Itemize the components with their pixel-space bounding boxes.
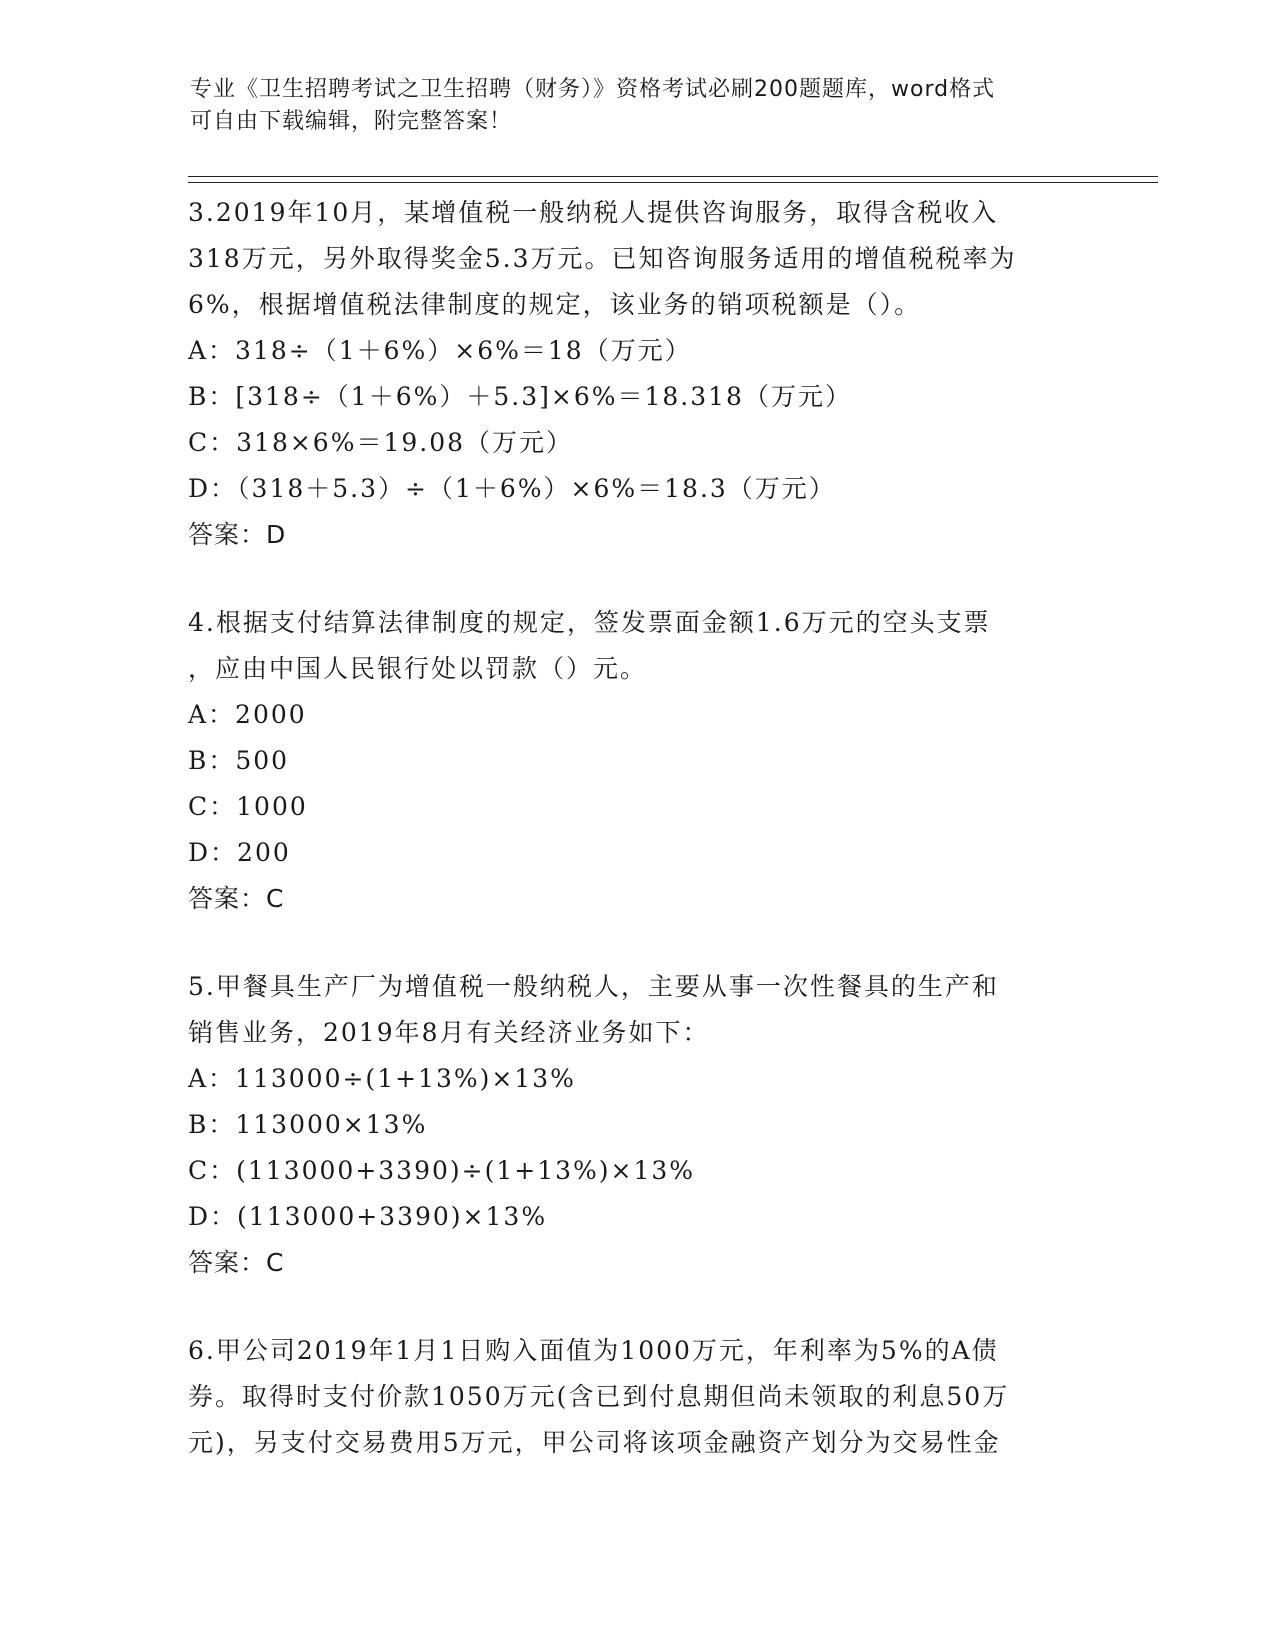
question-stem-line: 6.甲公司2019年1月1日购入面值为1000万元，年利率为5%的A债 — [188, 1336, 999, 1365]
answer-label: 答案：C — [188, 1248, 285, 1277]
question-stem-line: 6%，根据增值税法律制度的规定，该业务的销项税额是（）。 — [188, 290, 922, 319]
question-stem-line: ，应由中国人民银行处以罚款（）元。 — [188, 654, 648, 683]
question-stem-line: 5.甲餐具生产厂为增值税一般纳税人，主要从事一次性餐具的生产和 — [188, 972, 999, 1001]
question-4 — [188, 600, 1088, 922]
option-b: B：[318÷（1＋6%）＋5.3]×6%＝18.318（万元） — [188, 382, 852, 411]
option-b: B：113000×13% — [188, 1110, 428, 1139]
option-b: B：500 — [188, 746, 290, 775]
question-spacer — [188, 558, 1088, 600]
question-6 — [188, 1328, 1088, 1466]
option-a: A：318÷（1＋6%）×6%＝18（万元） — [188, 336, 692, 365]
option-d: D：200 — [188, 838, 291, 867]
option-c: C：318×6%＝19.08（万元） — [188, 428, 574, 457]
answer-label: 答案：C — [188, 884, 285, 913]
question-stem-line: 券。取得时支付价款1050万元(含已到付息期但尚未领取的利息50万 — [188, 1382, 1010, 1411]
answer-label: 答案：D — [188, 520, 287, 549]
question-stem-line: 318万元，另外取得奖金5.3万元。已知咨询服务适用的增值税税率为 — [188, 244, 1017, 273]
question-stem-line: 销售业务，2019年8月有关经济业务如下： — [188, 1018, 710, 1047]
question-3 — [188, 190, 1088, 558]
document-header — [190, 74, 1090, 138]
header-divider-bottom — [188, 182, 1158, 183]
question-spacer — [188, 1286, 1088, 1328]
question-stem-line: 元)，另支付交易费用5万元，甲公司将该项金融资产划分为交易性金 — [188, 1428, 1001, 1457]
question-list — [188, 190, 1088, 1466]
option-c: C：1000 — [188, 792, 308, 821]
question-5 — [188, 964, 1088, 1286]
option-c: C：(113000+3390)÷(1+13%)×13% — [188, 1156, 696, 1185]
question-stem-line: 3.2019年10月，某增值税一般纳税人提供咨询服务，取得含税收入 — [188, 198, 999, 227]
header-divider-top — [188, 176, 1158, 177]
question-stem-line: 4.根据支付结算法律制度的规定，签发票面金额1.6万元的空头支票 — [188, 608, 991, 637]
option-a: A：113000÷(1+13%)×13% — [188, 1064, 576, 1093]
option-a: A：2000 — [188, 700, 307, 729]
question-spacer — [188, 922, 1088, 964]
option-d: D：（318＋5.3）÷（1＋6%）×6%＝18.3（万元） — [188, 474, 836, 503]
option-d: D：(113000+3390)×13% — [188, 1202, 548, 1231]
header-title-line-2: 可自由下载编辑，附完整答案！ — [190, 109, 513, 134]
header-title-line-1: 专业《卫生招聘考试之卫生招聘（财务）》资格考试必刷200题题库，word格式 — [190, 77, 996, 102]
